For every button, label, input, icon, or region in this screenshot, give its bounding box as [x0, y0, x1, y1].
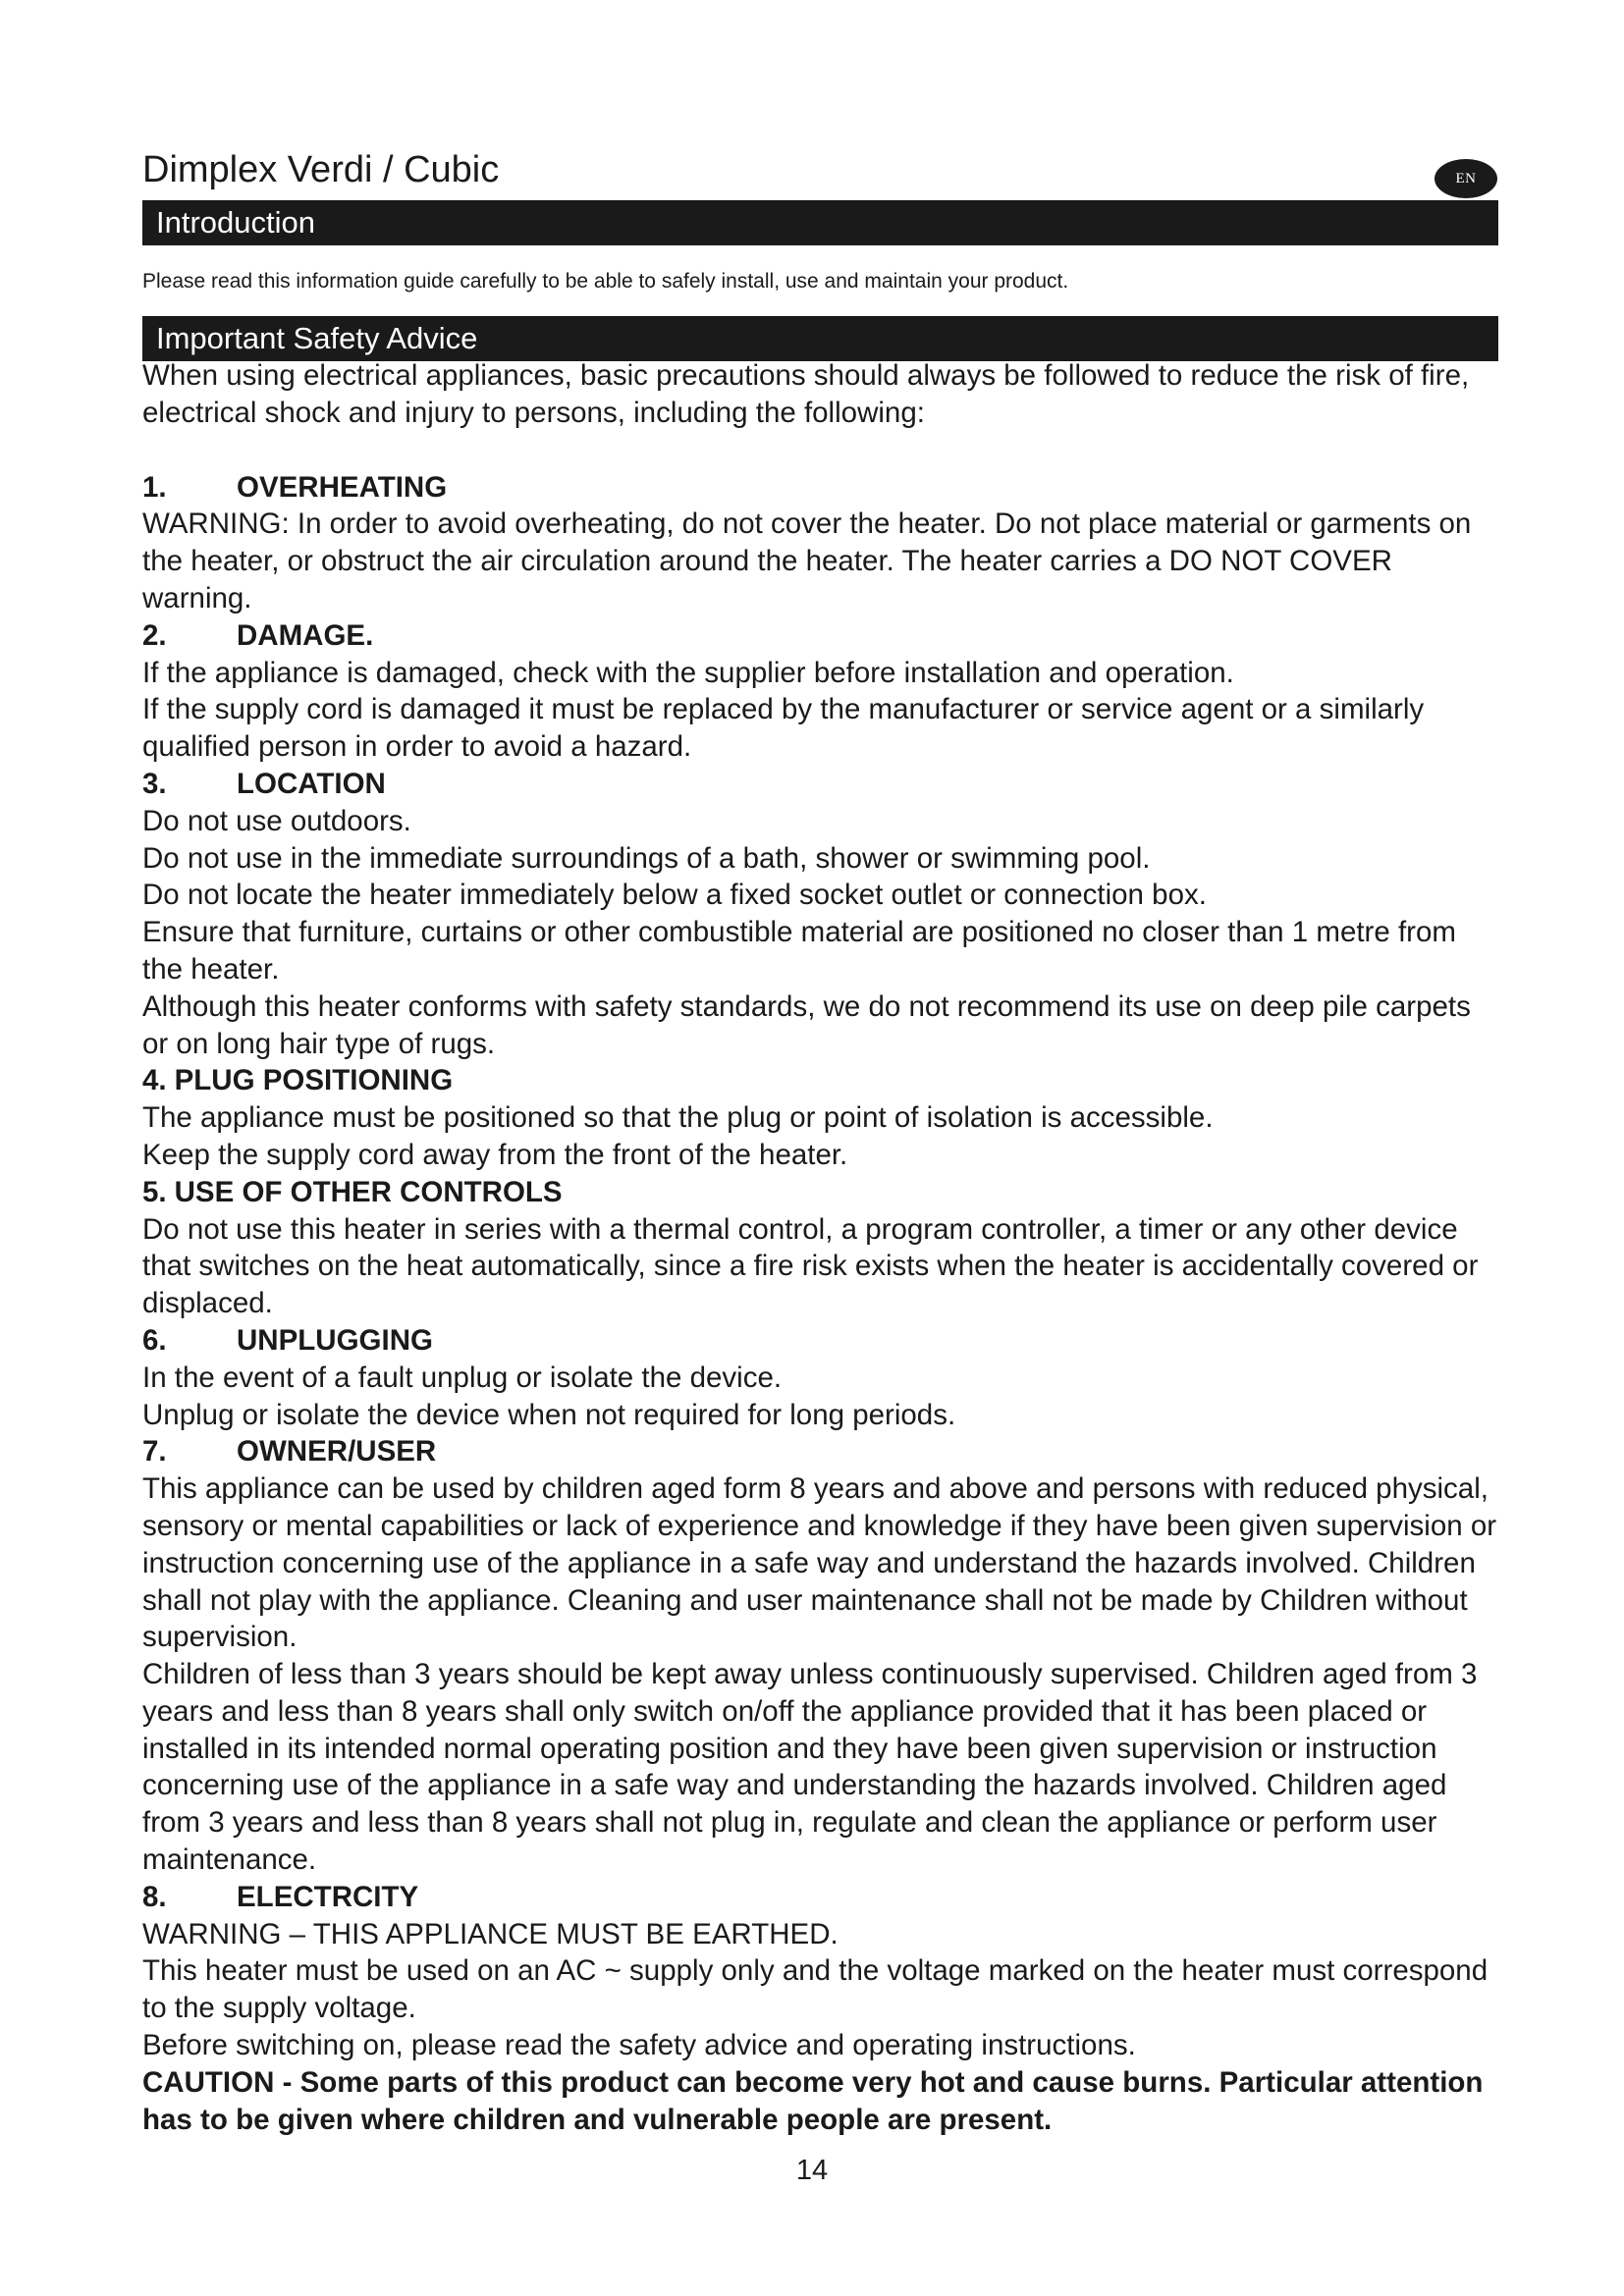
section-paragraph: Before switching on, please read the safety advice and operating instructions. — [142, 2029, 1136, 2062]
section-title: ELECTRCITY — [237, 1880, 419, 1913]
section-paragraph: Do not use outdoors. — [142, 804, 411, 837]
section-heading-overheating — [142, 469, 1498, 507]
introduction-text: Please read this information guide carefully to be able to safely install, use and maintain your product. — [142, 270, 1069, 293]
page-number: 14 — [795, 2155, 829, 2186]
section-heading-unplugging — [142, 1322, 1498, 1360]
section-number: 2. — [142, 618, 167, 652]
section-number: 5. — [142, 1175, 167, 1208]
section-heading-electricity — [142, 1879, 1498, 1916]
section-paragraph: Ensure that furniture, curtains or other combustible material are positioned no closer than 1 metre from the heater. — [142, 916, 1456, 986]
section-paragraph: Do not use this heater in series with a thermal control, a program controller, a timer or any other device that switches on the heat automatically, since a fire risk exists when the heater is accidentally covered or displaced. — [142, 1212, 1479, 1320]
section-heading-owner-user — [142, 1433, 1498, 1470]
section-paragraph: Children of less than 3 years should be kept away unless continuously supervised. Children aged from 3 years and less than 8 years shall only switch on/off the appliance provided that it has been placed or installed in its intended normal operating position and they have been given supervision or instruction concerning use of the appliance in a safe way and understanding the hazards involved. Children aged from 3 years and less than 8 years shall not plug in, regulate and clean the appliance or perform user maintenance. — [142, 1658, 1478, 1877]
section-number: 1. — [142, 470, 167, 504]
section-paragraph: WARNING – THIS APPLIANCE MUST BE EARTHED. — [142, 1917, 839, 1950]
section-title: USE OF OTHER CONTROLS — [174, 1175, 563, 1208]
section-paragraph: Although this heater conforms with safety standards, we do not recommend its use on deep pile carpets or on long hair type of rugs. — [142, 989, 1471, 1060]
section-paragraph: In the event of a fault unplug or isolate the device. — [142, 1361, 783, 1394]
section-number: 7. — [142, 1435, 167, 1468]
section-paragraph: Keep the supply cord away from the front of the heater. — [142, 1138, 848, 1171]
section-title: OVERHEATING — [237, 470, 448, 504]
page-title: Dimplex Verdi / Cubic — [142, 149, 500, 190]
section-paragraph: The appliance must be positioned so that the plug or point of isolation is accessible. — [142, 1101, 1214, 1135]
language-badge: EN — [1435, 159, 1497, 198]
section-paragraph: Do not use in the immediate surroundings of a bath, shower or swimming pool. — [142, 841, 1151, 875]
section-title: UNPLUGGING — [237, 1323, 433, 1357]
section-number: 4. — [142, 1064, 167, 1097]
section-paragraph: Do not locate the heater immediately below a fixed socket outlet or connection box. — [142, 879, 1207, 912]
section-paragraph: If the appliance is damaged, check with the supplier before installation and operation. — [142, 656, 1234, 689]
safety-lead-paragraph: When using electrical appliances, basic precautions should always be followed to reduce the risk of fire, electrical shock and injury to persons, including the following: — [142, 359, 1470, 429]
section-heading-use-of-other-controls — [142, 1174, 1498, 1211]
caution-notice: CAUTION - Some parts of this product can become very hot and cause burns. Particular attention has to be given where children and vulnerable people are present. — [142, 2065, 1484, 2136]
section-heading-damage — [142, 617, 1498, 655]
section-number: 8. — [142, 1880, 167, 1913]
section-paragraph: This heater must be used on an AC ~ supply only and the voltage marked on the heater must correspond to the supply voltage. — [142, 1954, 1489, 2025]
section-number: 6. — [142, 1323, 167, 1357]
section-number: 3. — [142, 767, 167, 800]
safety-advice-body — [142, 357, 1498, 2138]
section-paragraph: If the supply cord is damaged it must be replaced by the manufacturer or service agent or a similarly qualified person in order to avoid a hazard. — [142, 693, 1425, 764]
section-paragraph: WARNING: In order to avoid overheating, do not cover the heater. Do not place material or garments on the heater, or obstruct the air circulation around the heater. The heater carries a DO NOT COVER warning. — [142, 507, 1472, 614]
section-title: LOCATION — [237, 767, 386, 800]
introduction-heading: Introduction — [142, 200, 1498, 245]
section-title: OWNER/USER — [237, 1435, 437, 1468]
section-paragraph: This appliance can be used by children aged form 8 years and above and persons with reduced physical, sensory or mental capabilities or lack of experience and knowledge if they have been given supervision or instruction concerning use of the appliance in a safe way and understand the hazards involved. Children shall not play with the appliance. Cleaning and user maintenance shall not be made by Children without supervision. — [142, 1472, 1497, 1654]
section-paragraph: Unplug or isolate the device when not required for long periods. — [142, 1398, 956, 1431]
section-heading-plug-positioning — [142, 1062, 1498, 1099]
section-heading-location — [142, 766, 1498, 803]
safety-advice-heading: Important Safety Advice — [142, 316, 1498, 361]
section-title: DAMAGE. — [237, 618, 374, 652]
section-title: PLUG POSITIONING — [174, 1064, 454, 1097]
